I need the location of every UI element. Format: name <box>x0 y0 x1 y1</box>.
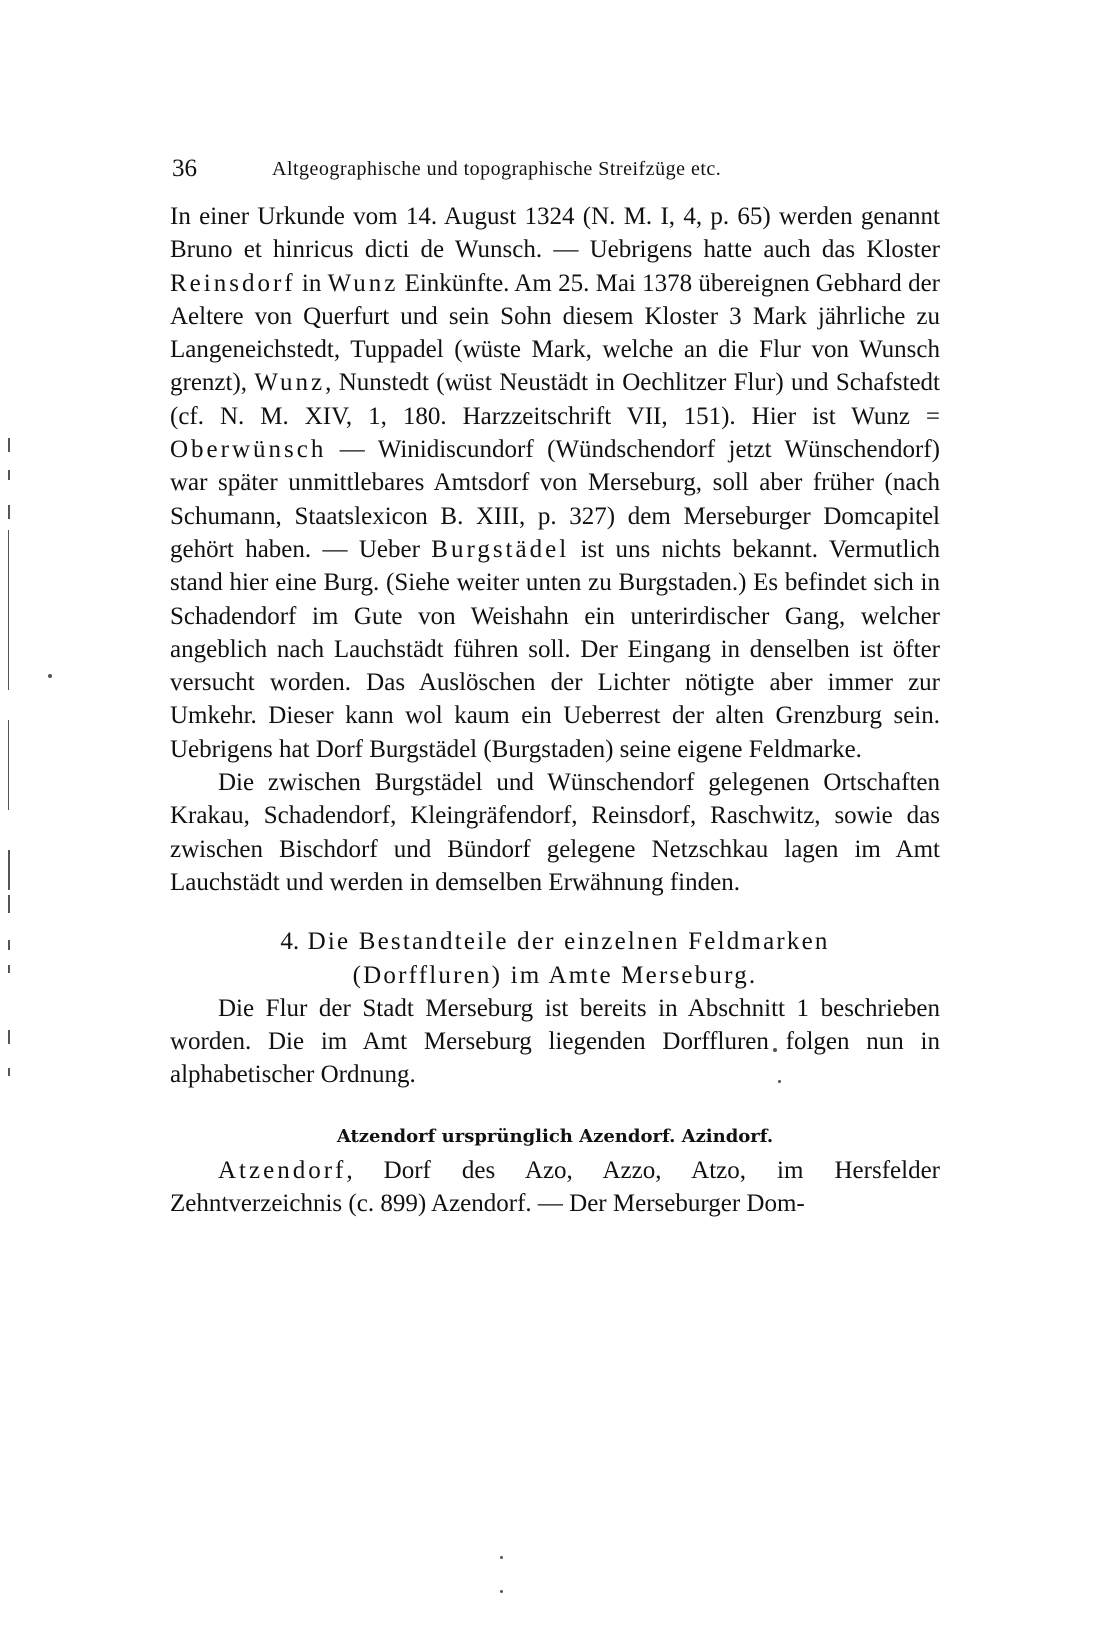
spaced-name: Wunz <box>327 269 399 297</box>
page-body <box>170 200 940 1220</box>
scan-mark <box>8 438 10 452</box>
paragraph-atzendorf <box>170 1154 940 1221</box>
section-title-line1: Die Bestandteile der einzelnen Feldmarken <box>307 928 830 956</box>
scan-mark <box>8 470 10 480</box>
section-heading <box>170 925 940 992</box>
scan-speck <box>500 1590 503 1593</box>
scan-speck <box>48 674 52 678</box>
spaced-name: Wunz <box>254 369 326 397</box>
scan-mark <box>8 965 10 973</box>
scan-mark <box>8 1030 10 1044</box>
scan-mark <box>8 530 9 690</box>
paragraph-wunsch <box>170 200 940 766</box>
text-run: ist uns nichts bekannt. Vermutlich stand hier eine Burg. (Siehe weiter unten zu Burgstaden.) Es befindet sich in Schadendorf im Gute von Weishahn ein unterirdischer Gang, welcher angeblich nach Lauchstädt führen soll. Der Eingang in denselben ist öfter versucht worden. Das Auslöschen der Lichter nötigte aber immer zur Umkehr. Dieser kann wol kaum ein Ueberrest der alten Grenzburg sein. Uebrigens hat Dorf Burgstädel (Burgstaden) seine eigene Feldmarke. <box>170 535 940 763</box>
spaced-name: Atzendorf <box>218 1156 347 1184</box>
text-run: in <box>295 269 328 297</box>
text-run: In einer Urkunde vom 14. August 1324 (N. M. I, 4, p. 65) werden genannt Bruno et hinricus dicti de Wunsch. — Uebrigens hatte auch das Kloster <box>170 203 940 264</box>
scan-mark <box>8 720 9 810</box>
paragraph-ortschaften: Die zwischen Burgstädel und Wünschendorf gelegenen Ortschaften Krakau, Schadendorf, Kleingräfendorf, Reinsdorf, Raschwitz, sowie das zwischen Bischdorf und Bündorf gelegene Netzschkau lagen im Amt Lauchstädt und werden in demselben Erwähnung finden. <box>170 769 940 896</box>
page-header <box>172 152 932 186</box>
running-title: Altgeographische und topographische Streifzüge etc. <box>272 158 722 180</box>
paragraph-section-intro: Die Flur der Stadt Merseburg ist bereits in Abschnitt 1 beschrieben worden. Die im Amt Merseburg liegenden Dorffluren folgen nun in alphabetischer Ordnung. <box>170 994 940 1089</box>
section-number: 4. <box>280 928 300 956</box>
section-heading-line1 <box>170 925 940 958</box>
scan-mark <box>8 1068 10 1076</box>
text-run: — Winidiscundorf (Wündschendorf jetzt Wünschendorf) war später unmittlebares Amtsdorf von Merseburg, soll aber früher (nach Schumann, Staatslexicon B. XIII, p. 327) dem Merseburger Domcapitel gehört haben. — Ueber <box>170 436 940 563</box>
scan-speck <box>500 1556 503 1559</box>
place-heading: Atzendorf ursprünglich Azendorf. Azindorf. <box>336 1125 774 1147</box>
scan-mark <box>8 895 10 913</box>
text-run: , Nunstedt (wüst Neustädt in Oechlitzer Flur) und Schafstedt (cf. N. M. XIV, 1, 180. Harzzeitschrift VII, 151). Hier ist Wunz = <box>170 369 940 430</box>
spaced-name: Oberwünsch <box>170 436 327 464</box>
scan-mark <box>8 850 10 890</box>
scan-mark <box>8 940 10 950</box>
section-heading-line2: (Dorffluren) im Amte Merseburg. <box>352 961 758 989</box>
spaced-name: Reinsdorf <box>170 269 296 297</box>
scan-mark <box>8 505 10 519</box>
text-run: , Dorf des Azo, Azzo, Atzo, im Hersfelder Zehntverzeichnis (c. 899) Azendorf. — Der Merseburger Dom- <box>170 1156 940 1218</box>
page-number: 36 <box>172 155 197 182</box>
spaced-name: Burgstädel <box>431 535 570 563</box>
left-margin-scan-marks <box>0 0 20 1641</box>
text-run: Einkünfte. Am 25. Mai 1378 übereignen Gebhard der Aeltere von Querfurt und sein Sohn diesem Kloster 3 Mark jährliche zu Langeneichstedt, Tuppadel (wüste Mark, welche an die Flur von Wunsch grenzt), <box>170 269 941 397</box>
